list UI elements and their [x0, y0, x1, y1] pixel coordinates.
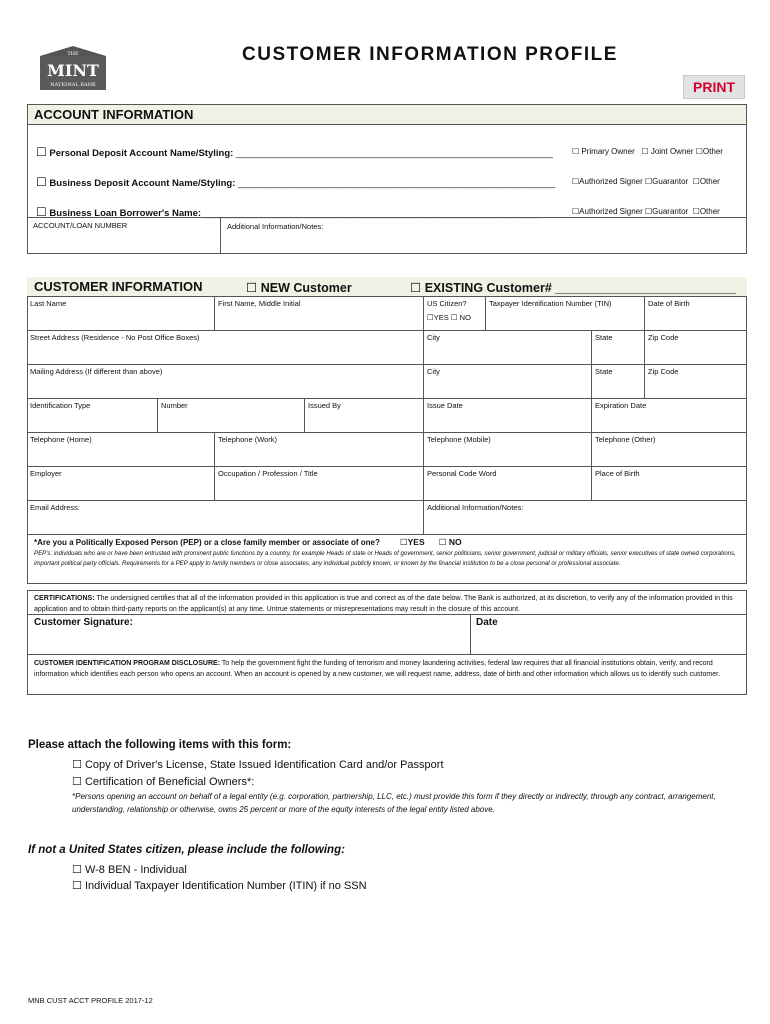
print-button[interactable]: PRINT: [683, 75, 745, 99]
checkbox-icon[interactable]: ☐: [72, 759, 82, 771]
mailing-city-label: City: [427, 367, 440, 376]
checkbox-icon[interactable]: ☐: [72, 776, 82, 788]
existing-customer-option: [410, 280, 736, 295]
personal-deposit-options: [572, 147, 723, 156]
cip-text: [34, 658, 742, 680]
dob-label: Date of Birth: [648, 299, 690, 308]
first-middle-cell[interactable]: [215, 297, 424, 331]
attach-item-id: [72, 758, 444, 771]
option-other: Other: [702, 147, 723, 156]
personal-deposit-label: Personal Deposit Account Name/Styling:: [49, 148, 234, 159]
email-label: Email Address:: [30, 503, 81, 512]
first-middle-label: First Name, Middle Initial: [218, 299, 301, 308]
customer-notes-cell[interactable]: [424, 501, 747, 535]
tel-home-cell[interactable]: [27, 433, 215, 467]
form-footer: MNB CUST ACCT PROFILE 2017-12: [28, 996, 153, 1005]
city-cell[interactable]: [424, 331, 592, 365]
city-label: City: [427, 333, 440, 342]
cip-body: To help the government fight the funding of terrorism and money laundering activities, federal law requires that all financial institutions obtain, verify, and record information which identifies each person who opens an account. When an account is opened by a new customer, we will request name, address, date of birth and other information which allows us to identify such customer.: [34, 660, 720, 678]
logo-the: THE: [67, 51, 79, 57]
tin-label: Taxpayer Identification Number (TIN): [489, 299, 612, 308]
us-citizen-no: NO: [459, 313, 471, 322]
checkbox-icon[interactable]: ☐: [450, 313, 458, 322]
issued-by-label: Issued By: [308, 401, 341, 410]
checkbox-icon[interactable]: ☐: [72, 864, 82, 876]
checkbox-icon[interactable]: ☐: [695, 147, 703, 156]
option-guarantor: Guarantor: [652, 207, 689, 216]
mailing-state-cell[interactable]: [592, 365, 645, 399]
existing-customer-label[interactable]: EXISTING Customer# __________________________: [424, 281, 737, 295]
customer-info-heading: CUSTOMER INFORMATION: [34, 279, 203, 294]
option-other: Other: [699, 177, 720, 186]
non-us-heading: If not a United States citizen, please include the following:: [28, 844, 345, 856]
tel-home-label: Telephone (Home): [30, 435, 92, 444]
business-loan-options: [572, 207, 720, 216]
state-label: State: [595, 333, 613, 342]
business-loan-label: Business Loan Borrower's Name:: [49, 208, 202, 219]
tin-cell[interactable]: [486, 297, 645, 331]
pep-yes-label: YES: [407, 537, 425, 547]
customer-signature-label: Customer Signature:: [34, 617, 133, 628]
issue-date-label: Issue Date: [427, 401, 463, 410]
checkbox-icon[interactable]: ☐: [400, 537, 408, 547]
mailing-state-label: State: [595, 367, 613, 376]
dob-cell[interactable]: [645, 297, 747, 331]
checkbox-icon[interactable]: ☐: [692, 207, 700, 216]
pep-note: PEP's: individuals who are or have been entrusted with prominent public functions by a country, for example Heads of state or Heads of government, senior politicians, senior government, judicial or military officials, senior executives of state owned corporations, important political party officials. Requirements for a PEP apply to family members or close associates, any individual publicly known, or known by the financial institution to be a close personal or professional associate.: [34, 550, 736, 567]
checkbox-icon[interactable]: ☐: [645, 177, 653, 186]
mailing-label: Mailing Address (If different than above): [30, 367, 163, 376]
mailing-zip-cell[interactable]: [645, 365, 747, 399]
us-citizen-cell: [424, 297, 486, 331]
non-us-item-w8-label: W-8 BEN - Individual: [84, 864, 187, 876]
certifications-text: [34, 593, 742, 615]
zip-cell[interactable]: [645, 331, 747, 365]
tel-work-cell[interactable]: [215, 433, 424, 467]
signature-field[interactable]: [28, 630, 468, 654]
checkbox-icon[interactable]: ☐: [36, 175, 47, 189]
option-primary-owner: Primary Owner: [581, 147, 635, 156]
divider: [220, 217, 221, 254]
issued-by-cell[interactable]: [305, 399, 424, 433]
personal-code-label: Personal Code Word: [427, 469, 497, 478]
pep-no-label: NO: [448, 537, 462, 547]
certifications-label: CERTIFICATIONS:: [34, 595, 95, 602]
new-customer-option: [246, 280, 352, 295]
pep-question: *Are you a Politically Exposed Person (PEP) or a close family member or associate of one?: [34, 538, 380, 547]
last-name-cell[interactable]: [27, 297, 215, 331]
checkbox-icon[interactable]: ☐: [572, 177, 580, 186]
employer-cell[interactable]: [27, 467, 215, 501]
issue-date-cell[interactable]: [424, 399, 592, 433]
account-info-heading: ACCOUNT INFORMATION: [28, 105, 746, 125]
tel-other-cell[interactable]: [592, 433, 747, 467]
attach-heading: Please attach the following items with this form:: [28, 739, 292, 751]
checkbox-icon[interactable]: ☐: [641, 147, 649, 156]
expiration-date-label: Expiration Date: [595, 401, 647, 410]
checkbox-icon[interactable]: ☐: [572, 147, 580, 156]
mailing-city-cell[interactable]: [424, 365, 592, 399]
business-loan-field[interactable]: ________________________________________________________________: [203, 208, 542, 219]
non-us-item-itin-label: Individual Taxpayer Identification Number (ITIN) if no SSN: [84, 880, 367, 892]
attach-item-id-label: Copy of Driver's License, State Issued Identification Card and/or Passport: [84, 759, 444, 771]
option-authorized-signer: Authorized Signer: [579, 207, 643, 216]
us-citizen-label: US Citizen?: [427, 299, 467, 308]
logo-national-bank: NATIONAL BANK: [50, 82, 96, 88]
pep-options: [400, 537, 462, 548]
id-type-label: Identification Type: [30, 401, 91, 410]
new-customer-label: NEW Customer: [260, 281, 352, 295]
checkbox-icon[interactable]: ☐: [438, 537, 447, 547]
customer-notes-label: Additional Information/Notes:: [427, 503, 524, 512]
business-deposit-label: Business Deposit Account Name/Styling:: [49, 178, 236, 189]
mailing-cell[interactable]: [27, 365, 424, 399]
street-label: Street Address (Residence - No Post Office Boxes): [30, 333, 200, 342]
divider: [470, 614, 471, 655]
checkbox-icon[interactable]: ☐: [572, 207, 580, 216]
expiration-date-cell[interactable]: [592, 399, 747, 433]
checkbox-icon[interactable]: ☐: [246, 281, 258, 295]
pep-question-row: [34, 538, 380, 547]
non-us-item-w8: [72, 863, 187, 876]
us-citizen-yes: YES: [433, 313, 449, 322]
street-cell[interactable]: [27, 331, 424, 365]
tel-work-label: Telephone (Work): [218, 435, 278, 444]
id-number-label: Number: [161, 401, 188, 410]
mailing-zip-label: Zip Code: [648, 367, 679, 376]
checkbox-icon[interactable]: ☐: [36, 145, 47, 159]
checkbox-icon[interactable]: ☐: [692, 177, 700, 186]
divider: [27, 614, 747, 615]
non-us-item-itin: [72, 879, 367, 892]
employer-label: Employer: [30, 469, 62, 478]
attach-item-beneficial: [72, 775, 254, 788]
last-name-label: Last Name: [30, 299, 67, 308]
email-cell[interactable]: [27, 501, 424, 535]
logo-mint: MINT: [47, 61, 99, 80]
cip-label: CUSTOMER IDENTIFICATION PROGRAM DISCLOSURE:: [34, 660, 221, 667]
business-deposit-field[interactable]: ____________________________________________________________: [238, 178, 556, 189]
option-other: Other: [699, 207, 720, 216]
personal-deposit-field[interactable]: ____________________________________________________________: [235, 148, 553, 159]
page-title: CUSTOMER INFORMATION PROFILE: [242, 44, 618, 65]
business-deposit-options: [572, 177, 720, 186]
zip-label: Zip Code: [648, 333, 679, 342]
option-joint-owner: Joint Owner: [650, 147, 694, 156]
id-number-cell[interactable]: [158, 399, 305, 433]
personal-deposit-row: [36, 145, 553, 159]
place-of-birth-label: Place of Birth: [595, 469, 640, 478]
checkbox-icon[interactable]: ☐: [36, 205, 47, 219]
option-authorized-signer: Authorized Signer: [579, 177, 643, 186]
account-loan-number-label: ACCOUNT/LOAN NUMBER: [33, 221, 128, 230]
tel-mobile-label: Telephone (Mobile): [427, 435, 491, 444]
personal-code-cell[interactable]: [424, 467, 592, 501]
place-of-birth-cell[interactable]: [592, 467, 747, 501]
divider: [27, 217, 747, 218]
tel-mobile-cell[interactable]: [424, 433, 592, 467]
date-label: Date: [476, 617, 498, 628]
checkbox-icon[interactable]: ☐: [427, 313, 434, 322]
business-deposit-row: [36, 175, 555, 189]
certifications-body: The undersigned certifies that all of the information provided in this application is true and correct as of the date below. The Bank is authorized, at its discretion, to verify any of the information provided in this application and to obtain third-party reports on the applicant(s) at any time. Untrue statements or misrepresentations may result in the closure of this account.: [34, 595, 733, 613]
state-cell[interactable]: [592, 331, 645, 365]
option-guarantor: Guarantor: [652, 177, 689, 186]
bank-logo: [36, 44, 110, 94]
attach-item-beneficial-label: Certification of Beneficial Owners*:: [84, 776, 255, 788]
date-field[interactable]: [472, 630, 744, 654]
tel-other-label: Telephone (Other): [595, 435, 656, 444]
id-type-cell[interactable]: [27, 399, 158, 433]
checkbox-icon[interactable]: ☐: [645, 207, 653, 216]
occupation-cell[interactable]: [215, 467, 424, 501]
checkbox-icon[interactable]: ☐: [72, 880, 82, 892]
account-notes-label: Additional Information/Notes:: [227, 222, 324, 231]
beneficial-note: *Persons opening an account on behalf of a legal entity (e.g. corporation, partnership, LLC, etc.) must provide this form if they directly or indirectly, through any contract, arrangement, understanding, relationship or otherwise, owns 25 percent or more of the equity interests of the legal entity listed above.: [72, 792, 716, 814]
occupation-label: Occupation / Profession / Title: [218, 469, 318, 478]
checkbox-icon[interactable]: ☐: [410, 281, 422, 295]
